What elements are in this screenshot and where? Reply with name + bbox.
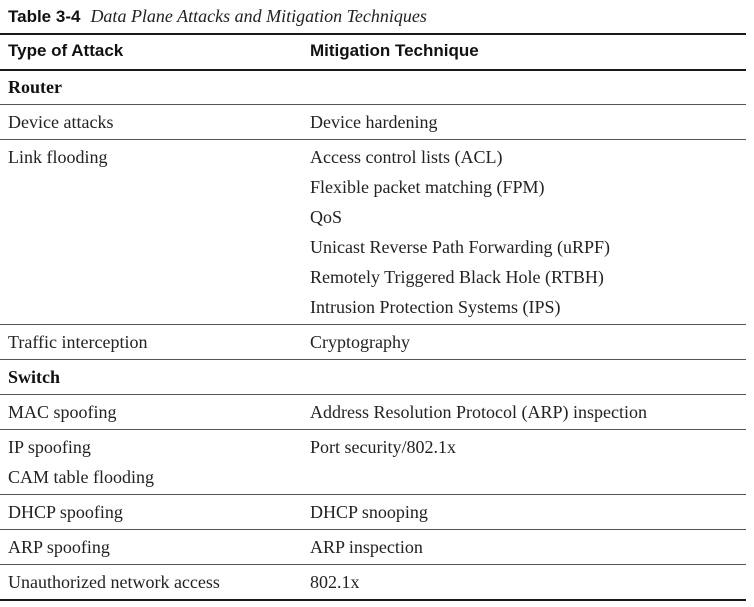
attack-cell: ARP spoofing: [8, 537, 110, 557]
mitigation-cell: QoS: [310, 207, 343, 227]
table-row-attack: [8, 397, 117, 427]
header-type-of-attack: Type of Attack: [8, 41, 124, 60]
row-divider: [0, 494, 746, 495]
attack-cell: DHCP spoofing: [8, 502, 123, 522]
attack-cell: Device attacks: [8, 112, 114, 132]
section-switch: Switch: [8, 367, 61, 387]
table-number: Table 3-4: [8, 7, 81, 26]
row-divider: [0, 529, 746, 530]
mitigation-cell: Unicast Reverse Path Forwarding (uRPF): [310, 237, 610, 257]
mitigation-cell: Remotely Triggered Black Hole (RTBH): [310, 267, 604, 287]
table-row-attack: [8, 432, 154, 492]
row-divider: [0, 564, 746, 565]
attack-cell: MAC spoofing: [8, 402, 117, 422]
section-router: Router: [8, 77, 62, 97]
table-row-mitigation: [310, 327, 410, 357]
mitigation-cell: ARP inspection: [310, 537, 423, 557]
attack-cell: IP spoofing: [8, 437, 91, 457]
header-rule: [0, 69, 746, 71]
table-row-mitigation: [310, 107, 437, 137]
mitigation-cell: Address Resolution Protocol (ARP) inspection: [310, 402, 647, 422]
mitigation-cell: Access control lists (ACL): [310, 147, 503, 167]
attack-cell: Traffic interception: [8, 332, 148, 352]
mitigation-cell: Intrusion Protection Systems (IPS): [310, 297, 561, 317]
attack-cell: Unauthorized network access: [8, 572, 220, 592]
attack-cell: Link flooding: [8, 147, 108, 167]
mitigation-cell: Cryptography: [310, 332, 410, 352]
row-divider: [0, 139, 746, 140]
table-row-attack: [8, 107, 113, 137]
table-row-mitigation: [310, 532, 423, 562]
table-row-mitigation: [310, 432, 456, 462]
row-divider: [0, 394, 746, 395]
row-divider: [0, 359, 746, 360]
table-row-attack: [8, 497, 123, 527]
table-caption: [8, 4, 427, 28]
mitigation-cell: 802.1x: [310, 572, 360, 592]
mitigation-cell: Port security/802.1x: [310, 437, 456, 457]
header-mitigation-technique: Mitigation Technique: [310, 41, 479, 60]
table-title: Data Plane Attacks and Mitigation Techniques: [90, 6, 427, 26]
bottom-rule: [0, 599, 746, 601]
row-divider: [0, 104, 746, 105]
mitigation-cell: DHCP snooping: [310, 502, 428, 522]
mitigation-cell: Device hardening: [310, 112, 438, 132]
table-row-attack: [8, 142, 108, 172]
table-row-mitigation: [310, 497, 428, 527]
mitigation-cell: Flexible packet matching (FPM): [310, 177, 545, 197]
table-row-attack: [8, 567, 220, 597]
row-divider: [0, 429, 746, 430]
attack-cell: CAM table flooding: [8, 467, 154, 487]
table-row-attack: [8, 532, 110, 562]
table-row-mitigation: [310, 567, 360, 597]
table-row-mitigation: [310, 142, 610, 322]
top-rule: [0, 33, 746, 35]
row-divider: [0, 324, 746, 325]
table-row-attack: [8, 327, 147, 357]
table-row-mitigation: [310, 397, 647, 427]
